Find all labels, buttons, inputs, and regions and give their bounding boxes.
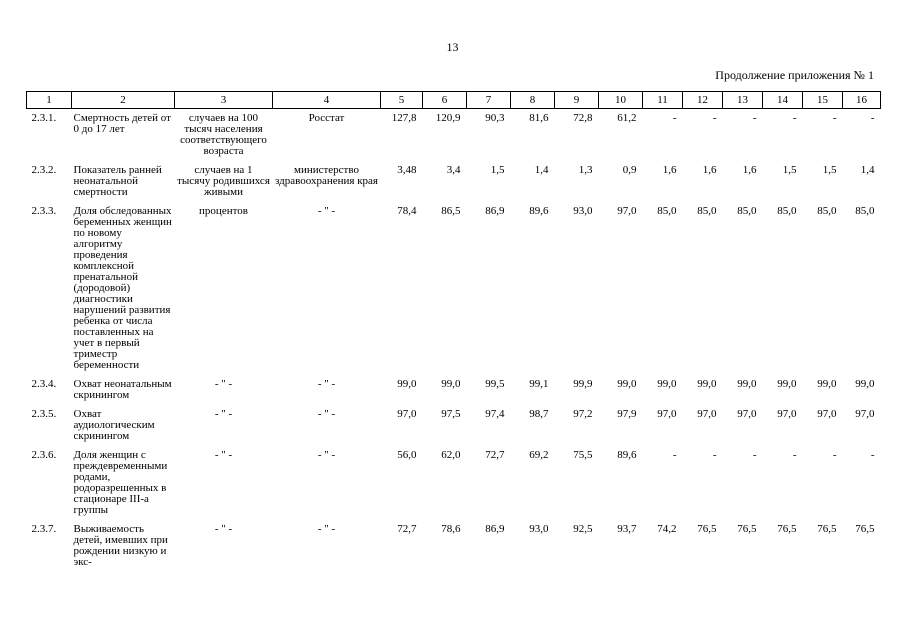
value-cell: - (672, 112, 677, 124)
value-cell: 86,5 (441, 205, 461, 217)
data-source: Росстат (308, 112, 345, 124)
value-cell: 85,0 (817, 205, 837, 217)
value-cell: 99,0 (697, 378, 717, 390)
data-source: - " - (317, 449, 336, 461)
value-cell: 99,0 (397, 378, 417, 390)
data-source: - " - (317, 523, 336, 535)
value-cell: 74,2 (657, 523, 677, 535)
column-number-6: 6 (423, 92, 467, 109)
row-number: 2.3.6. (31, 449, 57, 461)
appendix-caption: Продолжение приложения № 1 (715, 68, 874, 82)
value-cell: 127,8 (391, 112, 417, 124)
value-cell: 1,5 (490, 164, 505, 176)
value-cell: 85,0 (855, 205, 875, 217)
value-cell: - (832, 449, 837, 461)
value-cell: 89,6 (617, 449, 637, 461)
row-number: 2.3.3. (31, 205, 57, 217)
value-cell: 93,0 (573, 205, 593, 217)
value-cell: 97,5 (441, 408, 461, 420)
row-number: 2.3.2. (31, 164, 57, 176)
value-cell: 72,7 (397, 523, 417, 535)
value-cell: 3,4 (446, 164, 461, 176)
table-row (27, 161, 881, 202)
value-cell: 1,4 (860, 164, 875, 176)
value-cell: 93,0 (529, 523, 549, 535)
column-number-15: 15 (803, 92, 843, 109)
value-cell: - (752, 449, 757, 461)
data-source: - " - (317, 205, 336, 217)
column-number-3: 3 (175, 92, 273, 109)
value-cell: 76,5 (855, 523, 875, 535)
unit-of-measure: случаев на 1 тысячу родившихся живыми (177, 164, 270, 198)
value-cell: 86,9 (485, 523, 505, 535)
value-cell: 56,0 (397, 449, 417, 461)
value-cell: - (832, 112, 837, 124)
value-cell: 93,7 (617, 523, 637, 535)
column-number-1: 1 (27, 92, 72, 109)
page-number: 13 (446, 40, 459, 54)
value-cell: 85,0 (697, 205, 717, 217)
value-cell: 97,0 (737, 408, 757, 420)
value-cell: 0,9 (622, 164, 637, 176)
column-number-2: 2 (72, 92, 175, 109)
value-cell: 97,0 (657, 408, 677, 420)
column-number-5: 5 (381, 92, 423, 109)
column-number-9: 9 (555, 92, 599, 109)
column-number-12: 12 (683, 92, 723, 109)
column-number-7: 7 (467, 92, 511, 109)
indicator-name: Доля обследованных беременных женщин по новому алгоритму проведения комплексной пренатальной (дородовой) диагностики нарушений развития ребенка от числа поставленных на учет в первый триместр беременности (73, 205, 172, 371)
table-row (27, 202, 881, 375)
value-cell: 99,0 (737, 378, 757, 390)
row-number: 2.3.4. (31, 378, 57, 390)
value-cell: 1,6 (702, 164, 717, 176)
value-cell: 78,6 (441, 523, 461, 535)
value-cell: 97,0 (817, 408, 837, 420)
table-row (27, 109, 881, 162)
value-cell: 86,9 (485, 205, 505, 217)
value-cell: 1,5 (822, 164, 837, 176)
value-cell: 98,7 (529, 408, 549, 420)
value-cell: 97,2 (573, 408, 593, 420)
column-number-14: 14 (763, 92, 803, 109)
value-cell: 85,0 (737, 205, 757, 217)
value-cell: 78,4 (397, 205, 417, 217)
indicator-table (26, 91, 881, 572)
value-cell: 99,9 (573, 378, 593, 390)
value-cell: 120,9 (435, 112, 461, 124)
column-number-8: 8 (511, 92, 555, 109)
data-source: - " - (317, 378, 336, 390)
column-number-11: 11 (643, 92, 683, 109)
value-cell: 97,4 (485, 408, 505, 420)
table-row (27, 520, 881, 572)
value-cell: 1,4 (534, 164, 549, 176)
value-cell: - (870, 449, 875, 461)
column-number-4: 4 (273, 92, 381, 109)
value-cell: 90,3 (485, 112, 505, 124)
value-cell: - (792, 449, 797, 461)
value-cell: 99,5 (485, 378, 505, 390)
data-source: министерство здравоохранения края (275, 164, 378, 187)
value-cell: 76,5 (777, 523, 797, 535)
value-cell: 75,5 (573, 449, 593, 461)
row-number: 2.3.1. (31, 112, 57, 124)
value-cell: 1,6 (742, 164, 757, 176)
value-cell: 99,0 (817, 378, 837, 390)
value-cell: 89,6 (529, 205, 549, 217)
value-cell: - (792, 112, 797, 124)
row-number: 2.3.7. (31, 523, 57, 535)
value-cell: 85,0 (777, 205, 797, 217)
unit-of-measure: - " - (214, 378, 233, 390)
value-cell: - (712, 449, 717, 461)
table-row (27, 446, 881, 520)
value-cell: 1,6 (662, 164, 677, 176)
value-cell: 99,0 (855, 378, 875, 390)
value-cell: 76,5 (697, 523, 717, 535)
value-cell: 97,0 (855, 408, 875, 420)
value-cell: 97,0 (697, 408, 717, 420)
value-cell: 99,1 (529, 378, 549, 390)
value-cell: 85,0 (657, 205, 677, 217)
unit-of-measure: - " - (214, 523, 233, 535)
value-cell: 81,6 (529, 112, 549, 124)
value-cell: 72,8 (573, 112, 593, 124)
table-body (27, 109, 881, 573)
value-cell: - (870, 112, 875, 124)
unit-of-measure: - " - (214, 408, 233, 420)
value-cell: 62,0 (441, 449, 461, 461)
value-cell: 97,0 (617, 205, 637, 217)
column-number-row (27, 92, 881, 109)
value-cell: - (752, 112, 757, 124)
column-number-13: 13 (723, 92, 763, 109)
table-row (27, 375, 881, 405)
table-row (27, 405, 881, 446)
value-cell: 97,0 (397, 408, 417, 420)
unit-of-measure: - " - (214, 449, 233, 461)
row-number: 2.3.5. (31, 408, 57, 420)
value-cell: 1,5 (782, 164, 797, 176)
unit-of-measure: процентов (199, 205, 248, 217)
column-number-10: 10 (599, 92, 643, 109)
value-cell: - (672, 449, 677, 461)
data-source: - " - (317, 408, 336, 420)
value-cell: 72,7 (485, 449, 505, 461)
column-number-16: 16 (843, 92, 881, 109)
value-cell: 99,0 (617, 378, 637, 390)
indicator-name: Смертность детей от 0 до 17 лет (73, 112, 171, 135)
value-cell: 99,0 (441, 378, 461, 390)
unit-of-measure: случаев на 100 тысяч населения соответствующего возраста (180, 112, 267, 157)
indicator-name: Охват аудиологическим скринингом (73, 408, 155, 442)
indicator-name: Выживаемость детей, имевших при рождении низкую и экс- (73, 523, 168, 568)
value-cell: 99,0 (777, 378, 797, 390)
value-cell: 97,0 (777, 408, 797, 420)
value-cell: 61,2 (617, 112, 637, 124)
value-cell: 1,3 (578, 164, 593, 176)
indicator-name: Доля женщин с преждевременными родами, родоразрешенных в стационаре III-а группы (73, 449, 168, 516)
value-cell: 97,9 (617, 408, 637, 420)
value-cell: 76,5 (817, 523, 837, 535)
value-cell: 3,48 (397, 164, 417, 176)
indicator-name: Охват неонатальным скринингом (73, 378, 172, 401)
indicator-name: Показатель ранней неонатальной смертности (73, 164, 162, 198)
value-cell: - (712, 112, 717, 124)
value-cell: 76,5 (737, 523, 757, 535)
value-cell: 69,2 (529, 449, 549, 461)
value-cell: 99,0 (657, 378, 677, 390)
value-cell: 92,5 (573, 523, 593, 535)
